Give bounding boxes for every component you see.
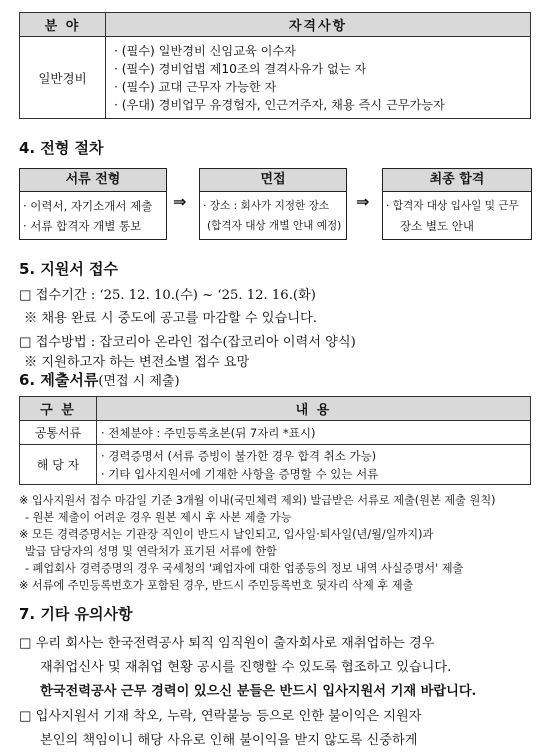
requirement-item: · (우대) 경비업무 유경험자, 인근거주자, 채용 즉시 근무가능자	[114, 97, 445, 112]
category-cell: 해 당 자	[20, 445, 97, 485]
application-method: □ 접수방법 : 잡코리아 온라인 접수(잡코리아 이력서 양식)	[19, 335, 356, 350]
notice-paragraph-2-line-2: 본인의 책임이니 해당 사유로 인해 불이익을 받지 않도록 신중하게	[40, 733, 418, 748]
field-name: 일반경비	[20, 37, 106, 119]
note-line: ※ 모든 경력증명서는 기관장 직인이 반드시 날인되고, 입사일·퇴사일(년/월/일까지)과	[19, 528, 434, 541]
requirements-list	[106, 37, 531, 119]
content-item: · 기타 입사지원서에 기재한 사항을 증명할 수 있는 서류	[101, 466, 379, 481]
application-period: □ 접수기간 : ‘25. 12. 10.(수) ~ ‘25. 12. 16.(화)	[19, 288, 316, 303]
table-row	[20, 421, 531, 445]
section-7-title: 7. 기타 유의사항	[19, 605, 133, 623]
step-line: · 장소 : 회사가 지정한 장소	[203, 200, 330, 212]
notice-paragraph-1-line-1: □ 우리 회사는 한국전력공사 퇴직 임직원이 출자회사로 재취업하는 경우	[19, 636, 435, 651]
section-4-title: 4. 전형 절차	[19, 139, 104, 157]
content-item: · 경력증명서 (서류 증빙이 불가한 경우 합격 취소 가능)	[101, 448, 377, 463]
header-field: 분 야	[20, 13, 106, 37]
step-document-screening	[19, 168, 167, 240]
step-title: 최종 합격	[383, 169, 531, 192]
header-content: 내 용	[97, 397, 531, 421]
step-line: · 이력서, 자기소개서 제출	[23, 199, 153, 213]
section-6-title-suffix: (면접 시 제출)	[98, 374, 180, 389]
application-method-note: ※ 지원하고자 하는 변전소별 접수 요망	[24, 355, 250, 370]
section-6-title-text: 6. 제출서류	[19, 371, 99, 389]
step-line: (합격자 대상 개별 안내 예정)	[207, 220, 342, 232]
requirement-item: · (필수) 경비업법 제10조의 결격사유가 없는 자	[114, 61, 367, 76]
header-requirements: 자격사항	[106, 13, 531, 37]
step-interview	[199, 168, 347, 240]
documents-notes	[19, 492, 496, 594]
header-category: 구 분	[20, 397, 97, 421]
arrow-icon: ⇒	[173, 192, 187, 211]
section-5-title: 5. 지원서 접수	[19, 260, 119, 278]
step-line: · 서류 합격자 개별 통보	[23, 219, 142, 233]
category-cell: 공통서류	[20, 421, 97, 445]
note-line: ※ 입사지원서 접수 마감일 기준 3개월 이내(국민체력 제외) 발급받은 서류로 제출(원본 제출 원칙)	[19, 494, 496, 507]
note-line: - 원본 제출이 어려운 경우 원본 제시 후 사본 제출 가능	[25, 511, 292, 524]
section-6-title	[19, 369, 180, 390]
notice-paragraph-1-line-2: 재취업신사 및 재취업 현황 공시를 진행할 수 있도록 협조하고 있습니다.	[40, 660, 452, 675]
step-title: 서류 전형	[20, 169, 166, 192]
content-item: · 전체분야 : 주민등록초본(뒤 7자리 *표시)	[101, 425, 316, 440]
arrow-icon: ⇒	[356, 192, 370, 211]
step-line: 장소 별도 안내	[400, 219, 474, 233]
step-title: 면접	[200, 169, 346, 192]
application-period-note: ※ 채용 완료 시 중도에 공고를 마감할 수 있습니다.	[24, 311, 317, 326]
note-line: 발급 담당자의 성명 및 연락처가 표기된 서류에 한함	[25, 545, 277, 558]
notice-paragraph-1-bold: 한국전력공사 근무 경력이 있으신 분들은 반드시 입사지원서 기재 바랍니다.	[40, 684, 477, 699]
step-final-pass	[382, 168, 532, 240]
requirement-item: · (필수) 교대 근무자 가능한 자	[114, 79, 277, 94]
note-line: - 폐업회사 경력증명의 경우 국세청의 '폐업자에 대한 업종등의 정보 내역 사실증명서' 제출	[25, 562, 464, 575]
step-line: · 합격자 대상 입사일 및 근무	[386, 200, 519, 212]
documents-table	[19, 396, 531, 485]
qualification-table	[19, 12, 531, 119]
note-line: ※ 서류에 주민등록번호가 포함된 경우, 반드시 주민등록번호 뒷자리 삭제 후 제출	[19, 579, 414, 592]
table-row	[20, 445, 531, 485]
notice-paragraph-2-line-1: □ 입사지원서 기재 착오, 누락, 연락불능 등으로 인한 불이익은 지원자	[19, 709, 422, 724]
requirement-item: · (필수) 일반경비 신임교육 이수자	[114, 43, 296, 58]
